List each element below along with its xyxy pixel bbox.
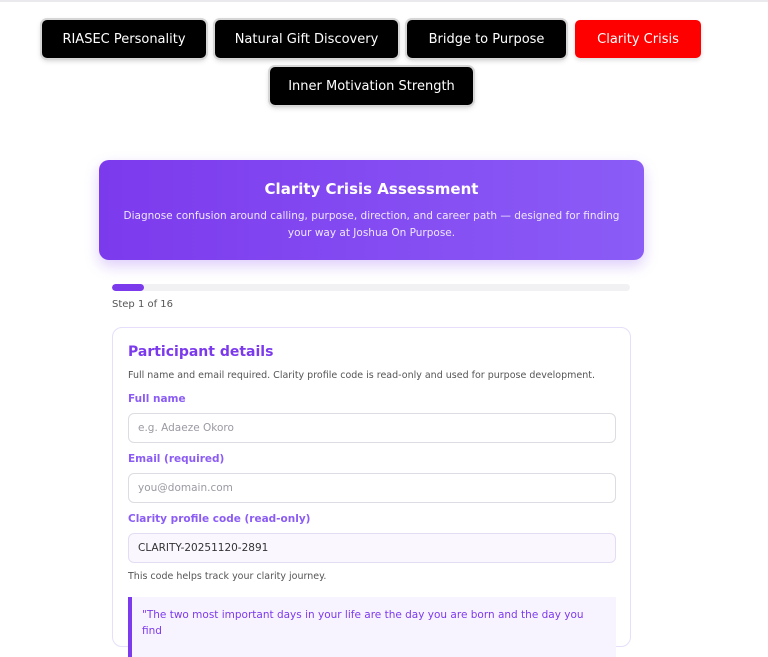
clarity-code-value: CLARITY-20251120-2891 bbox=[138, 542, 269, 554]
step-indicator: Step 1 of 16 bbox=[112, 299, 174, 310]
clarity-code-field bbox=[128, 533, 616, 563]
full-name-input[interactable] bbox=[128, 413, 616, 443]
top-divider bbox=[0, 0, 768, 2]
tab-label: Clarity Crisis bbox=[597, 31, 679, 47]
tab-inner-motivation-strength[interactable] bbox=[270, 67, 473, 105]
tab-label: RIASEC Personality bbox=[62, 31, 186, 47]
participant-details-card bbox=[112, 327, 631, 647]
email-label: Email (required) bbox=[128, 453, 225, 465]
clarity-code-helper: This code helps track your clarity journey. bbox=[128, 571, 327, 582]
section-description: Full name and email required. Clarity profile code is read-only and used for purpose development. bbox=[128, 370, 596, 381]
tab-label: Bridge to Purpose bbox=[428, 31, 545, 47]
email-input[interactable] bbox=[128, 473, 616, 503]
page-title: Clarity Crisis Assessment bbox=[264, 180, 479, 198]
tab-bridge-to-purpose[interactable] bbox=[407, 20, 566, 58]
tab-riasec-personality[interactable] bbox=[42, 20, 206, 58]
progress-fill bbox=[112, 284, 144, 291]
quote-text: "The two most important days in your life are the day you are born and the day you find bbox=[142, 609, 584, 637]
tab-natural-gift-discovery[interactable] bbox=[215, 20, 398, 58]
assessment-header-card bbox=[99, 160, 644, 260]
progress-bar bbox=[112, 284, 630, 291]
full-name-label: Full name bbox=[128, 393, 186, 405]
page-subtitle: Diagnose confusion around calling, purpose, direction, and career path — designed for finding your way at Joshua On Purpose. bbox=[123, 210, 620, 239]
clarity-code-label: Clarity profile code (read-only) bbox=[128, 513, 311, 525]
tab-clarity-crisis[interactable] bbox=[575, 20, 701, 58]
tab-label: Inner Motivation Strength bbox=[288, 78, 455, 94]
section-title: Participant details bbox=[128, 344, 274, 360]
quote-block bbox=[128, 597, 616, 657]
tab-label: Natural Gift Discovery bbox=[234, 31, 379, 47]
